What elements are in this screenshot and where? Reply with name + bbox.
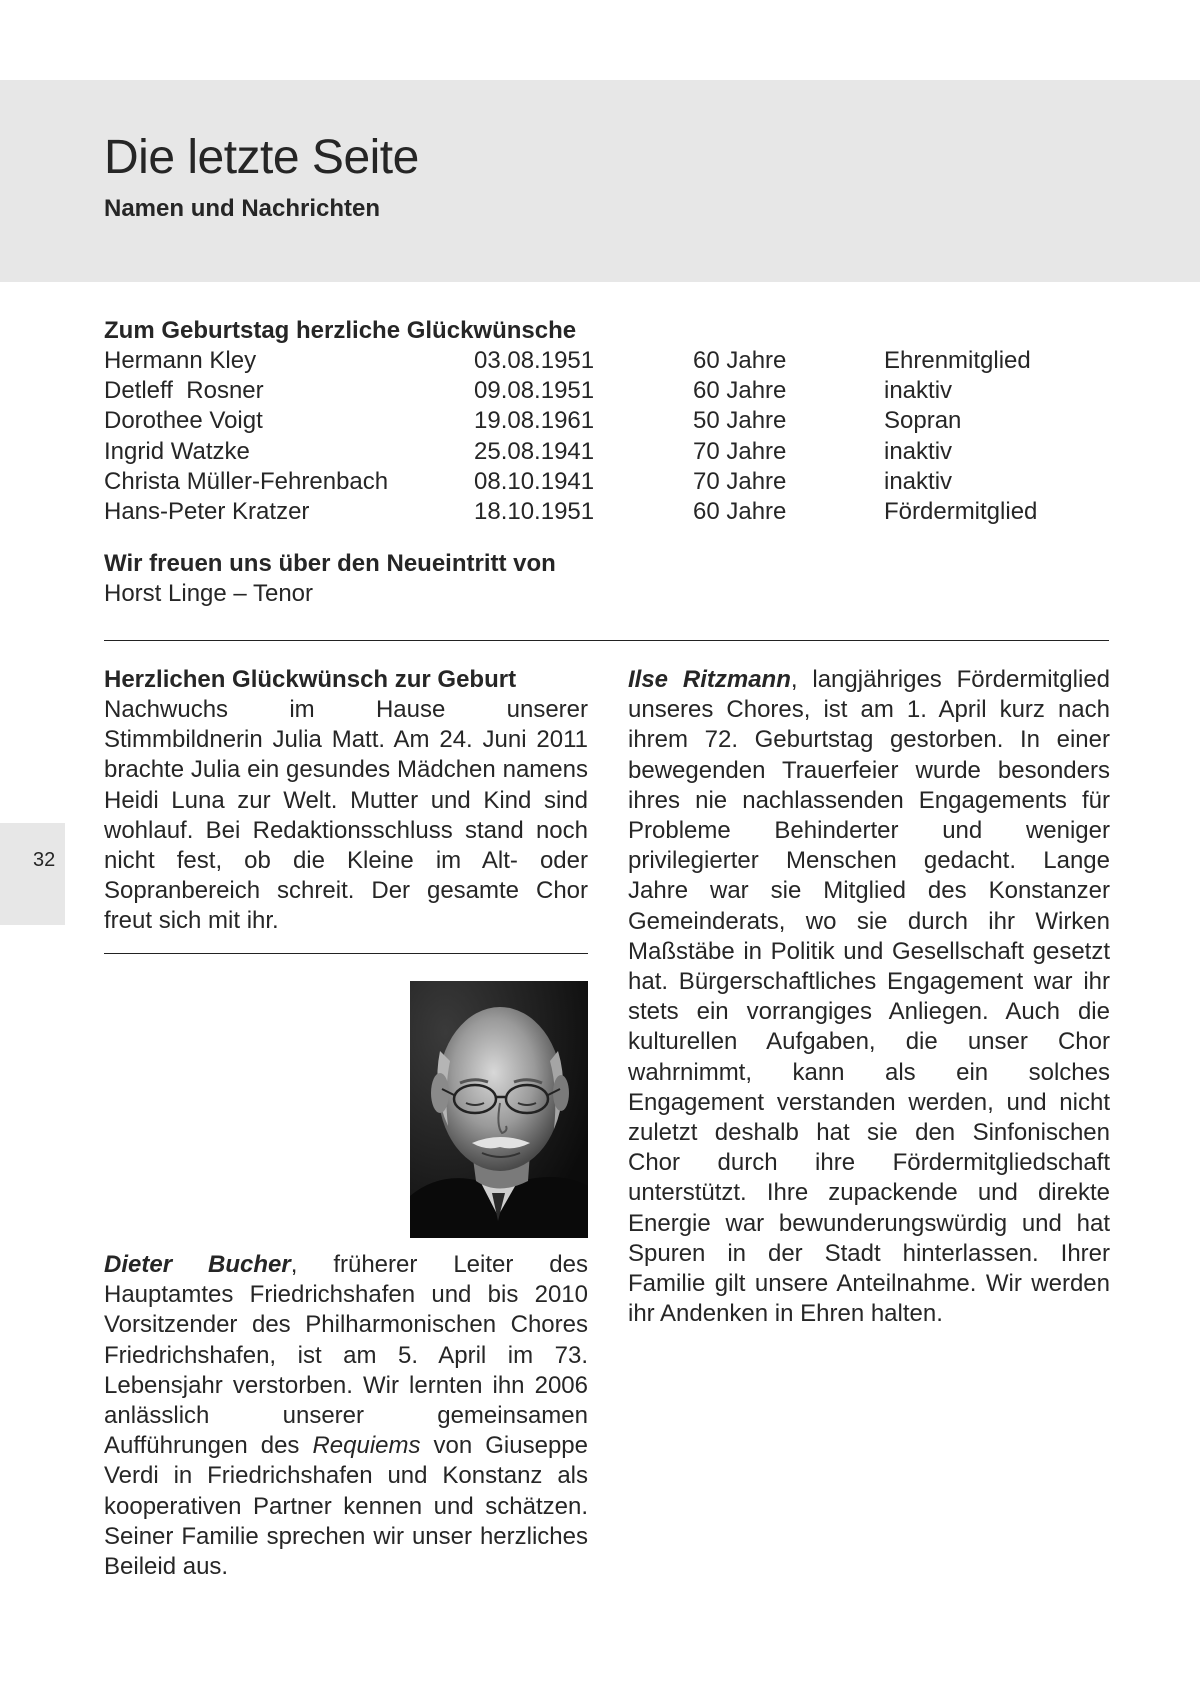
birthday-row (104, 467, 1114, 497)
obituary-bucher (104, 1250, 588, 1582)
birthday-age: 50 Jahre (693, 407, 787, 435)
birth-heading: Herzlichen Glückwünsch zur Geburt (104, 666, 517, 693)
birthday-name: Detleff Rosner (104, 377, 264, 405)
birthday-role: Sopran (884, 407, 962, 435)
birth-text: Nachwuchs im Hause unserer Stimmbildnerin Julia Matt. Am 24. Juni 2011 brachte Julia ein gesundes Mädchen namens Heidi Luna zur Welt. Mutter und Kind sind wohlauf. Bei Redaktionsschluss stand noch nicht fest, ob die Kleine im Alt- oder Sopranbereich schreit. Der gesamte Chor freut sich mit ihr. (104, 696, 588, 935)
obituary-bucher-name: Dieter Bucher (104, 1251, 291, 1278)
birthday-name: Hans-Peter Kratzer (104, 497, 310, 525)
obituary-bucher-text (104, 1250, 588, 1582)
birthday-date: 25.08.1941 (474, 437, 595, 465)
birthday-date: 18.10.1951 (474, 497, 595, 525)
birthday-age: 60 Jahre (693, 347, 787, 374)
new-member-heading: Wir freuen uns über den Neueintritt von (104, 550, 556, 577)
page-subtitle: Namen und Nachrichten (104, 195, 381, 222)
birthday-name: Dorothee Voigt (104, 407, 263, 435)
birthday-role: inaktiv (884, 437, 953, 465)
birthday-row (104, 437, 1114, 467)
birthday-name: Christa Müller-Fehrenbach (104, 467, 389, 495)
birthday-role: Fördermitglied (884, 497, 1038, 525)
birthday-name: Ingrid Watzke (104, 437, 250, 465)
birthday-row (104, 346, 1114, 376)
page-title: Die letzte Seite (104, 131, 419, 184)
obituary-bucher-body: , früherer Leiter des Hauptamtes Friedrichshafen und bis 2010 Vorsitzender des Philharmonischen Chores Friedrichshafen, ist am 5. April im 73. Lebensjahr verstorben. Wir lernten ihn 2006 anlässlich unserer gemeinsamen Aufführungen des (104, 1251, 589, 1460)
birthday-name: Hermann Kley (104, 347, 257, 374)
obituary-ritzmann-name: Ilse Ritzmann (628, 666, 791, 693)
birthday-date: 08.10.1941 (474, 467, 595, 495)
birthday-row (104, 406, 1114, 436)
birthday-age: 70 Jahre (693, 437, 787, 465)
birthday-role: Ehrenmitglied (884, 347, 1031, 374)
birthday-date: 09.08.1951 (474, 377, 595, 405)
page-number: 32 (33, 849, 56, 871)
birth-announcement (104, 665, 588, 937)
work-title: Requiems (312, 1432, 421, 1460)
obituary-bucher-body-end: von Giuseppe Verdi in Friedrichshafen und Konstanz als kooperativen Partner kennen und schätzen. Seiner Familie sprechen wir unser herzliches Beileid aus. (104, 1432, 588, 1581)
birthday-row (104, 376, 1114, 406)
new-member-section (104, 549, 1104, 609)
birthday-row (104, 497, 1114, 527)
birthday-heading: Zum Geburtstag herzliche Glückwünsche (104, 317, 577, 344)
birthday-role: inaktiv (884, 377, 953, 405)
birthday-date: 03.08.1951 (474, 347, 595, 374)
section-divider (104, 640, 1109, 641)
column-divider (104, 953, 588, 954)
birthday-age: 70 Jahre (693, 467, 787, 495)
obituary-ritzmann-body: , langjähriges Fördermitglied unseres Chores, ist am 1. April kurz nach ihrem 72. Geburtstag gestorben. In einer bewegenden Trauerfeier wurde besonders ihres nie nachlassenden Engagements für Probleme Behinderter und weniger privilegierter Menschen gedacht. Lange Jahre war sie Mitglied des Konstanzer Gemeinderats, wo sie durch ihr Wirken Maßstäbe in Politik und Gesellschaft gesetzt hat. Bürgerschaftliches Engagement war ihr stets ein vorrangiges Anliegen. Auch die kulturellen Aufgaben, die unser Chor wahrnimmt, kann als ein solches Engagement verstanden werden, und nicht zuletzt deshalb hat sie den Sinfonischen Chor durch ihre Fördermitgliedschaft unterstützt. Ihre zupackende und direkte Energie war bewunderungswürdig und hat Spuren in der Stadt hinterlassen. Ihrer Familie gilt unsere Anteilnahme. Wir werden ihr Andenken in Ehren halten. (628, 666, 1111, 1328)
birthday-role: inaktiv (884, 467, 953, 495)
page-number-tab (0, 823, 65, 925)
birthday-age: 60 Jahre (693, 497, 787, 525)
obituary-ritzmann-text (628, 665, 1110, 1329)
birthday-section (104, 316, 1114, 527)
new-member-text: Horst Linge – Tenor (104, 580, 314, 607)
obituary-ritzmann (628, 665, 1110, 1329)
birthday-date: 19.08.1961 (474, 407, 595, 435)
portrait-photo (410, 981, 588, 1238)
birthday-age: 60 Jahre (693, 377, 787, 405)
